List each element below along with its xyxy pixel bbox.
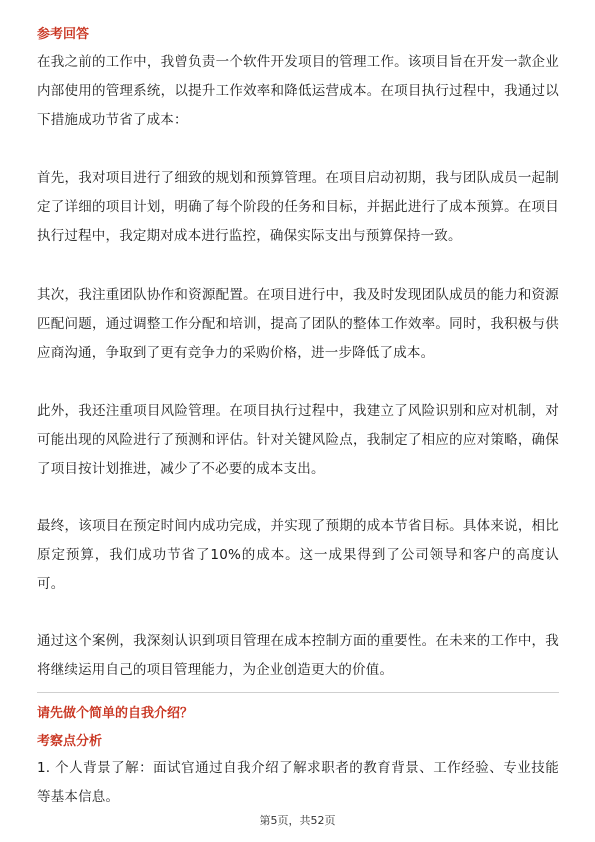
section-heading-reference-answer: 参考回答 xyxy=(37,27,90,42)
section-divider xyxy=(37,692,559,693)
paragraph-risk: 此外，我还注重项目风险管理。在项目执行过程中，我建立了风险识别和应对机制，对可能出现的风险进行了预测和评估。针对关键风险点，我制定了相应的应对策略，确保了项目按计划推进，减少了不必要的成本支出。 xyxy=(37,403,559,477)
paragraph-conclusion: 通过这个案例，我深刻认识到项目管理在成本控制方面的重要性。在未来的工作中，我将继续运用自己的项目管理能力，为企业创造更大的价值。 xyxy=(37,633,559,678)
paragraph-analysis: 1. 个人背景了解：面试官通过自我介绍了解求职者的教育背景、工作经验、专业技能等基本信息。 xyxy=(37,760,559,805)
question-heading: 请先做个简单的自我介绍？ xyxy=(37,706,194,721)
paragraph-planning: 首先，我对项目进行了细致的规划和预算管理。在项目启动初期，我与团队成员一起制定了详细的项目计划，明确了每个阶段的任务和目标，并据此进行了成本预算。在项目执行过程中，我定期对成本进行监控，确保实际支出与预算保持一致。 xyxy=(37,170,559,244)
page-number: 第5页，共52页 xyxy=(259,814,336,827)
paragraph-teamwork: 其次，我注重团队协作和资源配置。在项目进行中，我及时发现团队成员的能力和资源匹配问题，通过调整工作分配和培训，提高了团队的整体工作效率。同时，我积极与供应商沟通，争取到了更有竞争力的采购价格，进一步降低了成本。 xyxy=(37,287,559,361)
analysis-heading: 考察点分析 xyxy=(37,734,103,749)
paragraph-intro: 在我之前的工作中，我曾负责一个软件开发项目的管理工作。该项目旨在开发一款企业内部使用的管理系统，以提升工作效率和降低运营成本。在项目执行过程中，我通过以下措施成功节省了成本： xyxy=(37,54,559,128)
paragraph-result: 最终，该项目在预定时间内成功完成，并实现了预期的成本节省目标。具体来说，相比原定预算，我们成功节省了10%的成本。这一成果得到了公司领导和客户的高度认可。 xyxy=(37,518,559,592)
